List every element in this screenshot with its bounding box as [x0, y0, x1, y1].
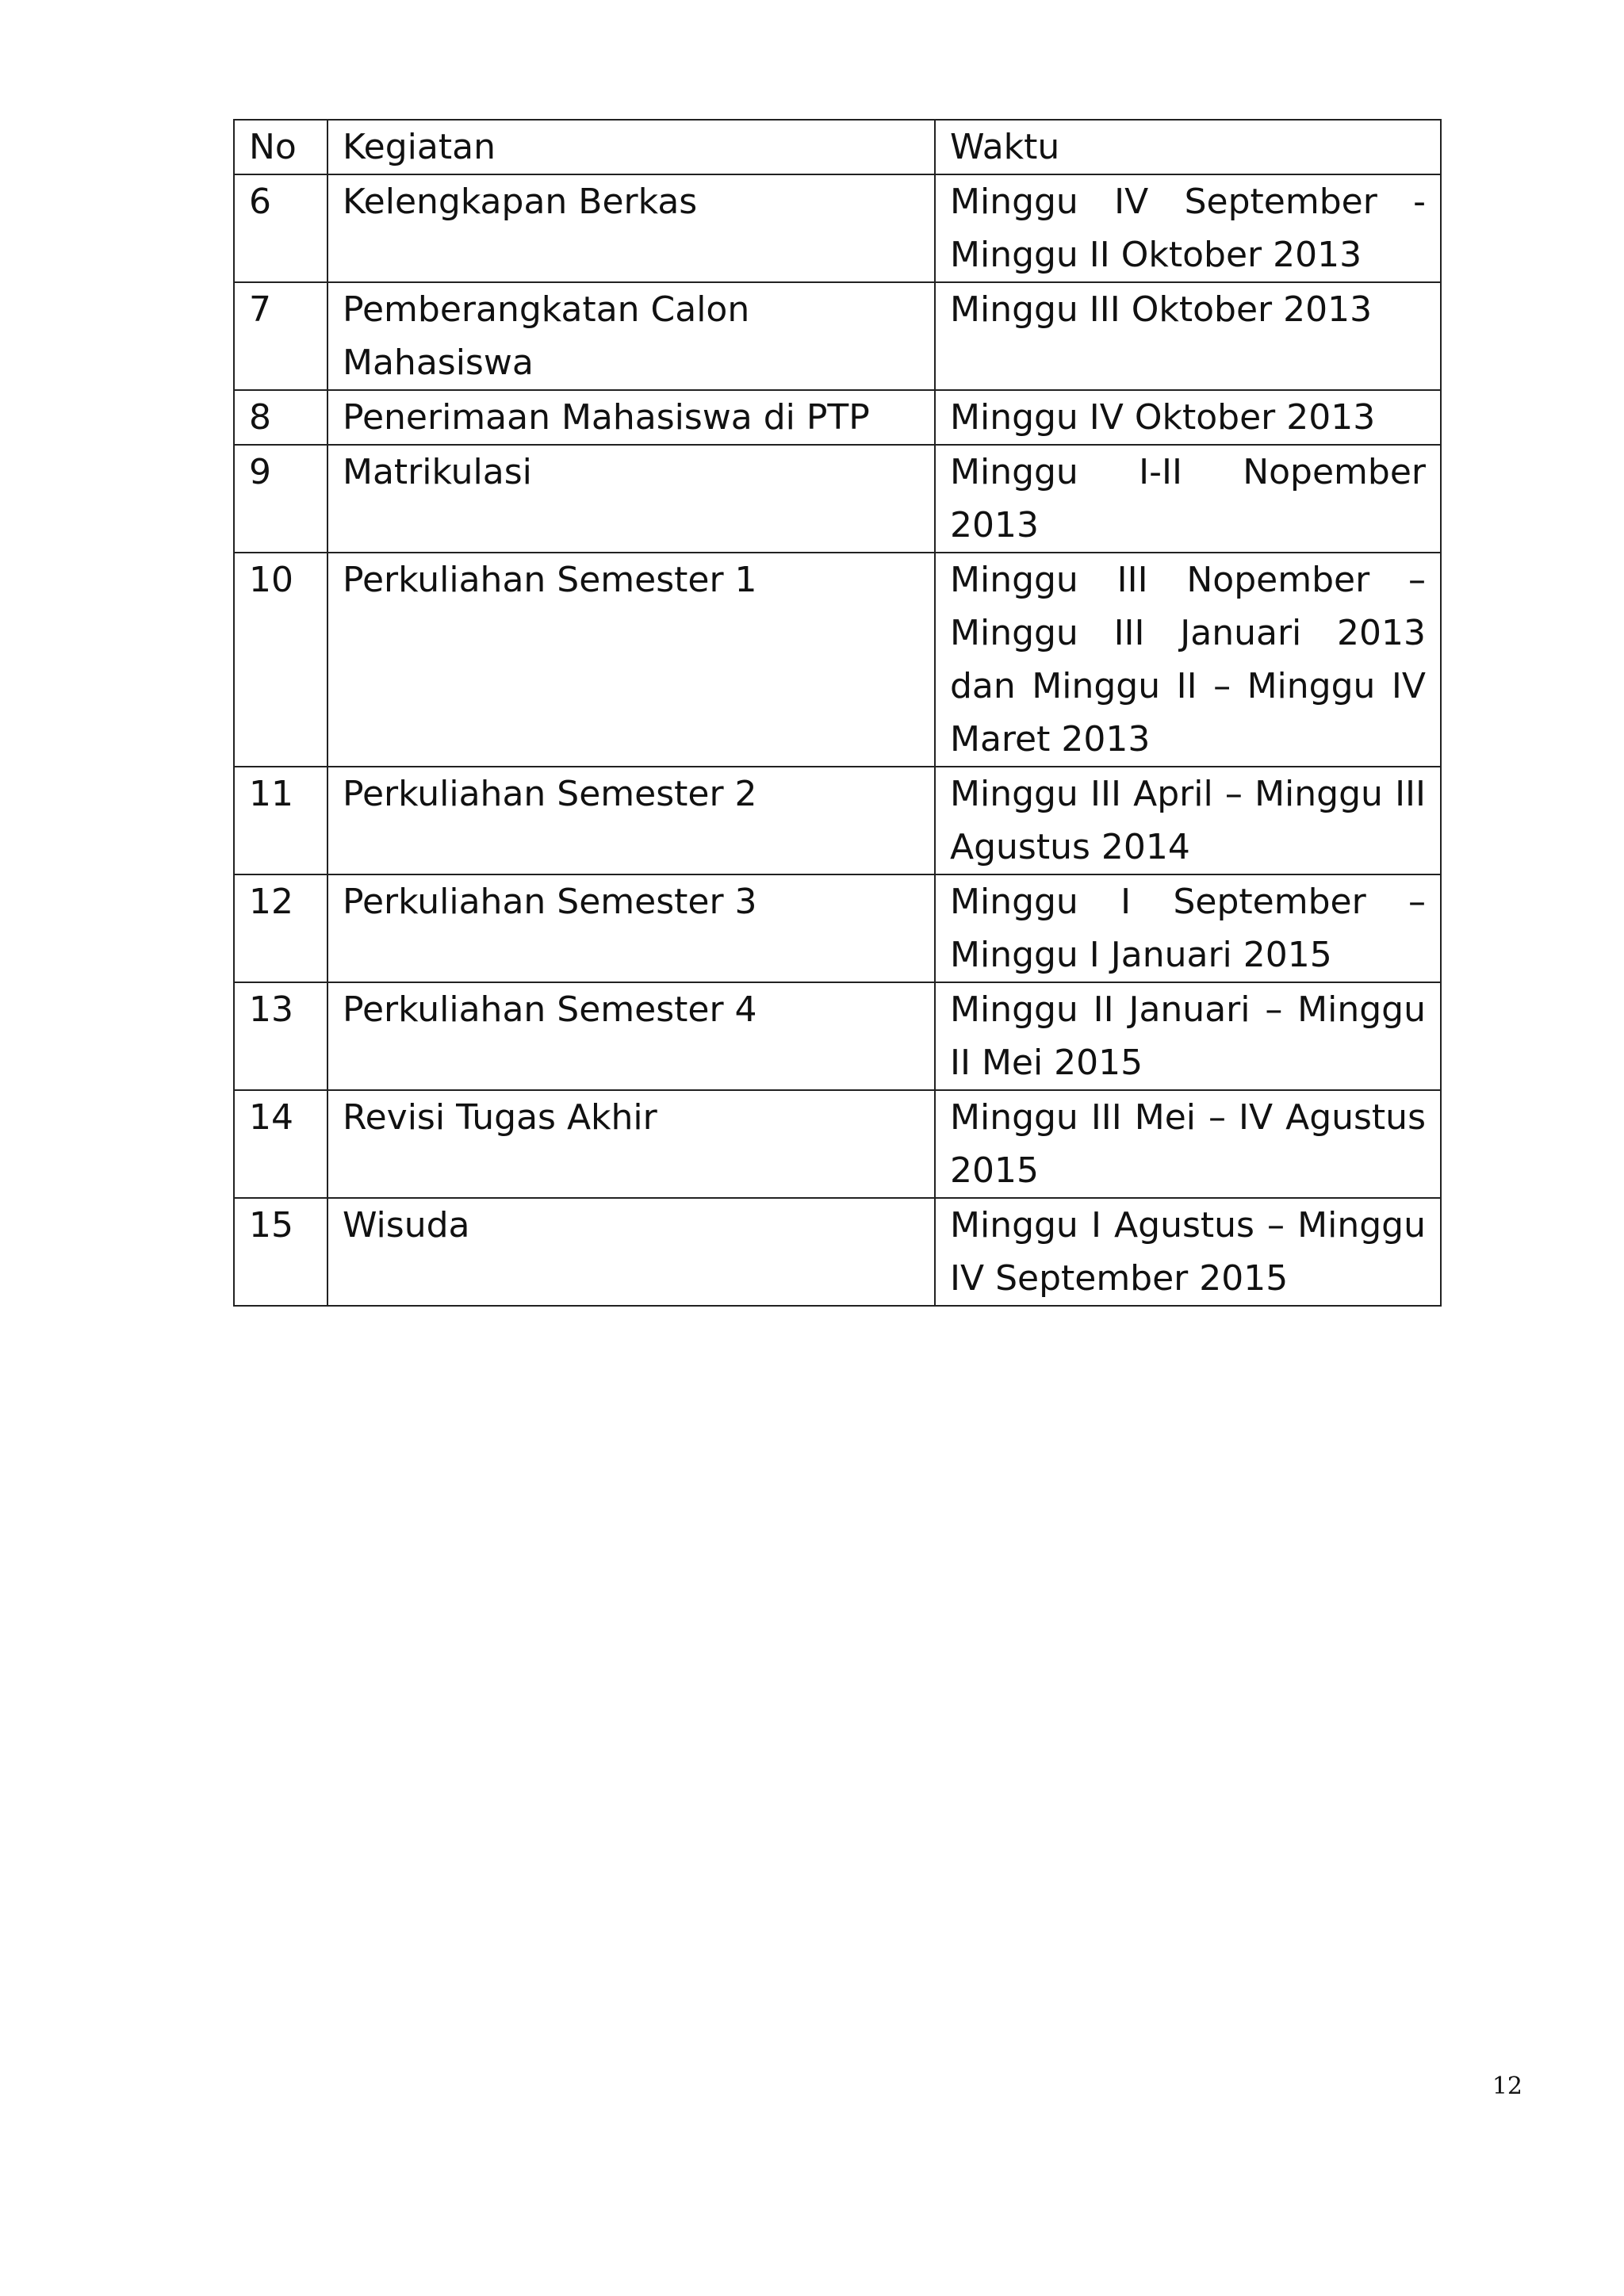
table-row: [234, 874, 1441, 982]
table-row: [234, 390, 1441, 445]
row-no: 6: [234, 174, 327, 282]
table-row: [234, 282, 1441, 390]
row-time: Minggu I Agustus – Minggu IV September 2015: [935, 1198, 1441, 1306]
row-no: 12: [234, 874, 327, 982]
row-time: Minggu III Mei – IV Agustus 2015: [935, 1090, 1441, 1198]
row-no: 15: [234, 1198, 327, 1306]
row-time: Minggu III April – Minggu III Agustus 2014: [935, 767, 1441, 874]
row-activity: Revisi Tugas Akhir: [327, 1090, 935, 1198]
row-time: Minggu I September – Minggu I Januari 2015: [935, 874, 1441, 982]
row-time: Minggu IV Oktober 2013: [935, 390, 1441, 445]
row-activity: Kelengkapan Berkas: [327, 174, 935, 282]
schedule-table: [233, 119, 1442, 1307]
table-row: [234, 982, 1441, 1090]
row-activity: Perkuliahan Semester 1: [327, 553, 935, 767]
row-activity: Wisuda: [327, 1198, 935, 1306]
header-no: No: [234, 120, 327, 174]
table-row: [234, 445, 1441, 553]
row-no: 9: [234, 445, 327, 553]
table-row: [234, 767, 1441, 874]
page-number: 12: [1492, 2072, 1522, 2100]
row-no: 10: [234, 553, 327, 767]
row-time: Minggu II Januari – Minggu II Mei 2015: [935, 982, 1441, 1090]
row-activity: Perkuliahan Semester 2: [327, 767, 935, 874]
row-activity: Penerimaan Mahasiswa di PTP: [327, 390, 935, 445]
table-header-row: [234, 120, 1441, 174]
row-no: 7: [234, 282, 327, 390]
row-activity: Perkuliahan Semester 4: [327, 982, 935, 1090]
table-row: [234, 553, 1441, 767]
row-no: 8: [234, 390, 327, 445]
row-no: 11: [234, 767, 327, 874]
row-no: 14: [234, 1090, 327, 1198]
row-activity: Matrikulasi: [327, 445, 935, 553]
header-activity: Kegiatan: [327, 120, 935, 174]
table-row: [234, 1198, 1441, 1306]
row-no: 13: [234, 982, 327, 1090]
schedule-table-body: [234, 120, 1441, 1306]
row-time: Minggu I-II Nopember 2013: [935, 445, 1441, 553]
table-row: [234, 1090, 1441, 1198]
header-time: Waktu: [935, 120, 1441, 174]
row-time: Minggu III Nopember – Minggu III Januari 2013 dan Minggu II – Minggu IV Maret 2013: [935, 553, 1441, 767]
row-activity: Perkuliahan Semester 3: [327, 874, 935, 982]
table-row: [234, 174, 1441, 282]
row-time: Minggu III Oktober 2013: [935, 282, 1441, 390]
row-time: Minggu IV September - Minggu II Oktober 2013: [935, 174, 1441, 282]
row-activity: Pemberangkatan Calon Mahasiswa: [327, 282, 935, 390]
